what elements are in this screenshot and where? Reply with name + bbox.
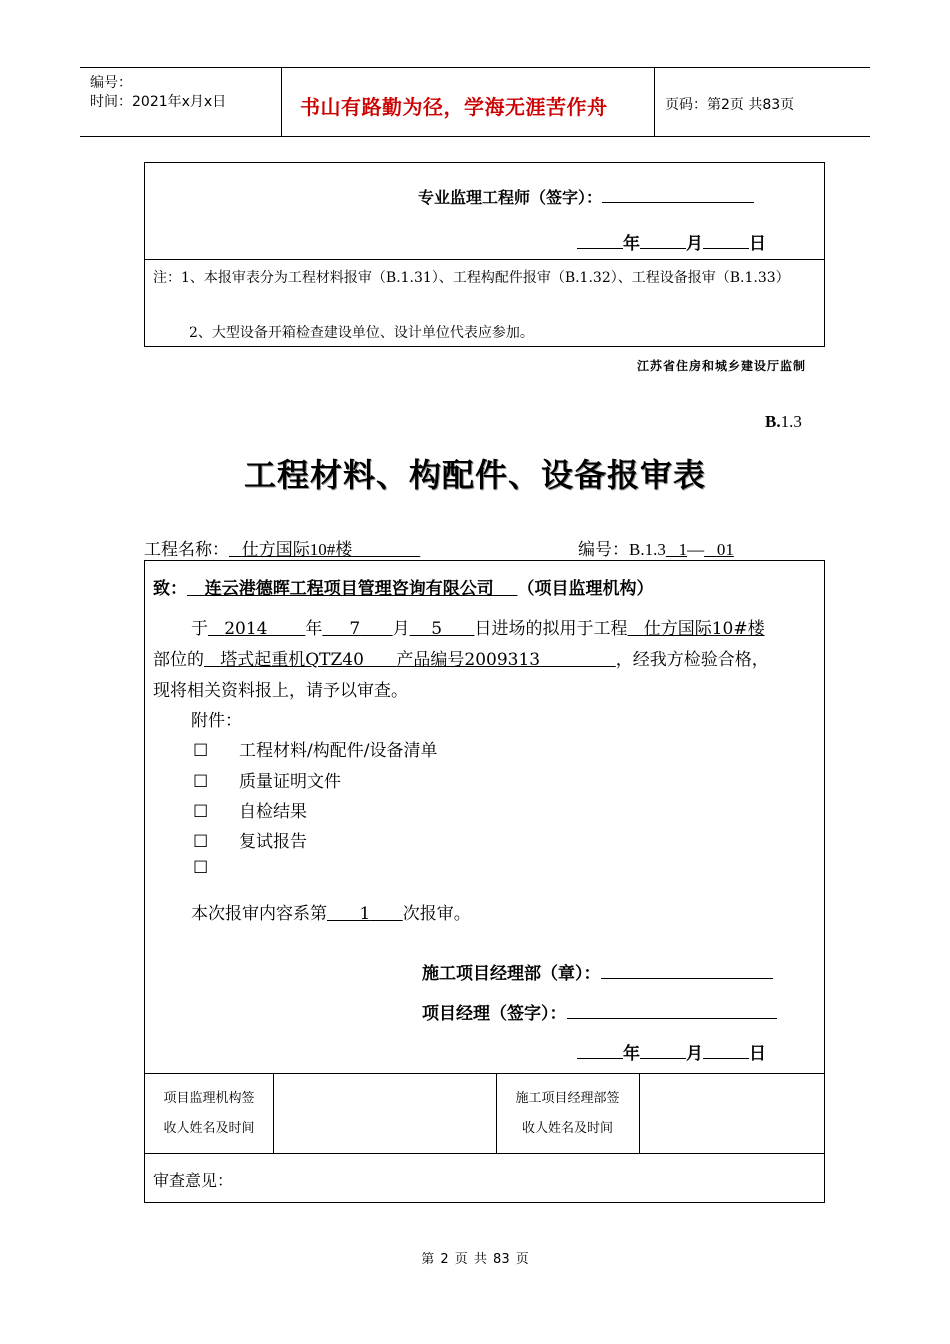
review-opinion-label: 审查意见： (153, 1171, 234, 1190)
body-paragraph-line-2 (153, 645, 769, 670)
form-number-line (578, 535, 734, 560)
year-text: 2014 (224, 619, 268, 639)
attachment-label: 工程材料/构配件/设备清单 (239, 741, 438, 761)
form-code-prefix: B. (765, 412, 781, 431)
checkbox-icon[interactable]: ☐ (193, 741, 209, 761)
document-time: 时间：2021年x月x日 (90, 94, 227, 110)
addressee-label: 致： (153, 579, 187, 599)
month-field[interactable] (640, 231, 686, 249)
form-number-separator: — (687, 540, 705, 559)
construction-receipt-label-line: 收人姓名及时间 (521, 1121, 613, 1136)
count-suffix: 次报审。 (402, 904, 471, 924)
form-code-number: 1.3 (780, 412, 802, 431)
form-code (765, 412, 802, 432)
year-label: 年 (305, 619, 323, 639)
form-number-part2-text: 01 (716, 540, 734, 559)
month-label: 月 (686, 234, 703, 254)
year-field[interactable] (577, 1041, 623, 1059)
engineer-signature-label: 专业监理工程师（签字）： (418, 188, 603, 207)
day-text-suffix: 日进场的拟用于工程 (474, 619, 628, 639)
project-name-label: 工程名称： (144, 540, 229, 559)
body-paragraph-line-3: 现将相关资料报上，请予以审查。 (153, 681, 408, 701)
department-signature-field[interactable] (601, 961, 773, 979)
engineer-signature-line (418, 185, 754, 208)
addressee-suffix: （项目监理机构） (517, 579, 654, 599)
day-label: 日 (749, 234, 766, 254)
attachment-item[interactable] (193, 767, 341, 792)
form-number-part2 (704, 540, 734, 559)
attachment-item[interactable] (193, 827, 307, 852)
month-value (322, 619, 392, 639)
addressee-line (153, 574, 653, 599)
header-page-info: 页码：第2页 共83页 (665, 97, 795, 113)
construction-receipt-label-line: 施工项目经理部签 (515, 1091, 620, 1106)
form-number-label: 编号：B.1.3 (578, 540, 666, 559)
addressee-org-text: 连云港德晖工程项目管理咨询有限公司 (204, 579, 494, 599)
checkbox-icon[interactable]: ☐ (193, 802, 209, 822)
submission-count-line (191, 899, 471, 924)
attachment-item[interactable] (193, 797, 307, 822)
previous-form-box (144, 162, 825, 347)
p2-suffix: ，经我方检验合格， (615, 650, 769, 670)
form-number-part1-text: 1 (678, 540, 688, 559)
attachment-item[interactable] (193, 736, 437, 761)
issuer-text: 江苏省住房和城乡建设厅监制 (636, 359, 806, 373)
manager-signature-line (422, 999, 777, 1024)
attachments-label: 附件： (191, 711, 242, 731)
month-field[interactable] (640, 1041, 686, 1059)
supervision-receipt-field[interactable] (274, 1074, 496, 1153)
body-paragraph-line-1 (191, 614, 765, 639)
header-divider (281, 68, 282, 136)
year-value (208, 619, 305, 639)
part-label: 部位的 (153, 650, 204, 670)
supervision-receipt-label-line: 收人姓名及时间 (163, 1121, 255, 1136)
checkbox-icon[interactable]: ☐ (193, 832, 209, 852)
project-name-line (144, 535, 420, 560)
project-name-text: 仕方国际10#楼 (241, 540, 353, 559)
attachment-label: 自检结果 (239, 802, 307, 822)
day-label: 日 (749, 1044, 766, 1064)
manager-signature-field[interactable] (567, 1001, 777, 1019)
year-field[interactable] (577, 231, 623, 249)
supervision-receipt-label (145, 1084, 273, 1144)
supervision-receipt-label-line: 项目监理机构签 (163, 1091, 255, 1106)
checkbox-icon[interactable]: ☐ (193, 858, 209, 878)
count-value (327, 904, 403, 924)
p1-prefix: 于 (191, 619, 208, 639)
count-text: 1 (359, 904, 371, 924)
year-label: 年 (623, 1044, 640, 1064)
divider (145, 1153, 824, 1154)
form-number-part1 (666, 540, 687, 559)
header-divider (654, 68, 655, 136)
main-form-box (144, 560, 825, 1203)
manager-signature-label: 项目经理（签字）： (422, 1004, 567, 1024)
day-field[interactable] (703, 231, 749, 249)
attachment-label: 质量证明文件 (239, 772, 341, 792)
month-text: 7 (349, 619, 361, 639)
project-ref (628, 619, 765, 639)
attachment-item[interactable] (193, 858, 239, 878)
equipment-value (204, 650, 616, 670)
form-title: 工程材料、构配件、设备报审表 (243, 456, 706, 494)
document-number-label: 编号： (90, 75, 132, 91)
page-footer: 第 2 页 共 83 页 (421, 1252, 529, 1267)
day-field[interactable] (703, 1041, 749, 1059)
addressee-org (187, 579, 517, 599)
project-name-value (229, 540, 420, 559)
note-2: 2、大型设备开箱检查建设单位、设计单位代表应参加。 (189, 325, 534, 341)
note-1: 注：1、本报审表分为工程材料报审（B.1.31）、工程构配件报审（B.1.32）、工程设备报审（B.1.33） (153, 270, 790, 286)
month-label: 月 (392, 619, 410, 639)
count-prefix: 本次报审内容系第 (191, 904, 327, 924)
day-value (410, 619, 475, 639)
department-signature-line (422, 959, 773, 984)
project-ref-text: 仕方国际10#楼 (643, 619, 765, 639)
attachment-label: 复试报告 (239, 832, 307, 852)
form-date (577, 1039, 766, 1064)
day-text: 5 (431, 619, 443, 639)
construction-receipt-label (496, 1084, 639, 1144)
page-header (80, 67, 870, 137)
previous-form-date (577, 229, 766, 254)
month-label: 月 (686, 1044, 703, 1064)
divider (145, 259, 824, 260)
engineer-signature-field[interactable] (602, 186, 754, 203)
header-motto: 书山有路勤为径，学海无涯苦作舟 (300, 95, 608, 119)
construction-receipt-field[interactable] (640, 1074, 824, 1153)
department-signature-label: 施工项目经理部（章）： (422, 964, 601, 984)
year-label: 年 (623, 234, 640, 254)
product-number-text: 产品编号2009313 (396, 650, 541, 670)
equipment-text: 塔式起重机QTZ40 (220, 650, 364, 670)
checkbox-icon[interactable]: ☐ (193, 772, 209, 792)
